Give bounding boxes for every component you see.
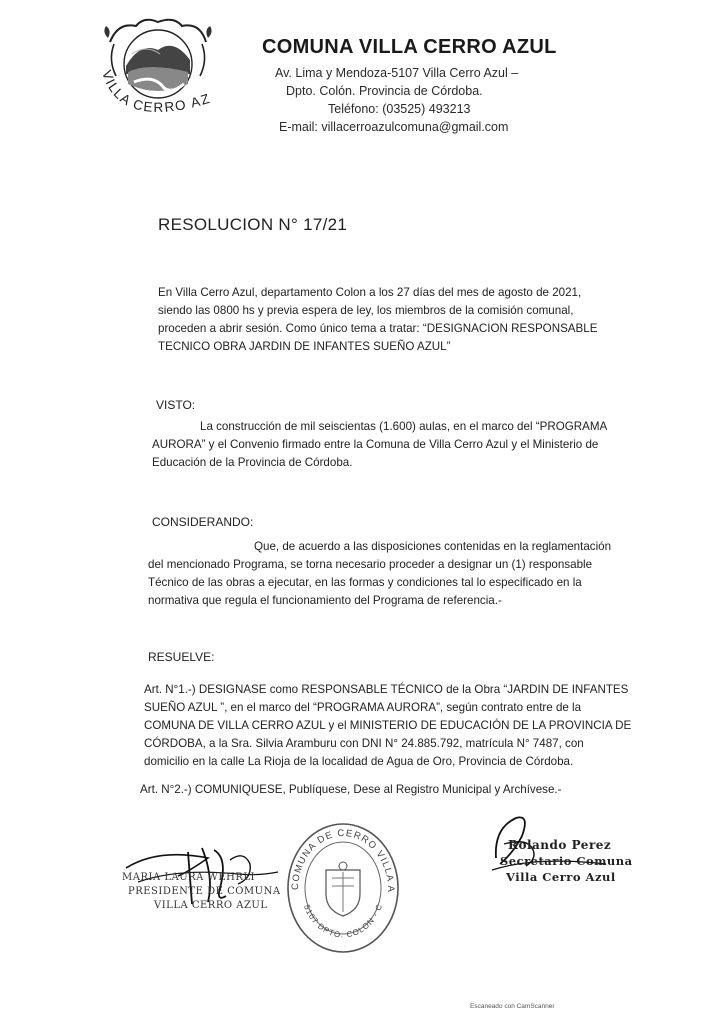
president-signature [118, 838, 288, 918]
official-stamp [284, 820, 402, 956]
resuelve-heading: RESUELVE: [148, 650, 215, 664]
comuna-logo [88, 14, 228, 140]
signer-location: Villa Cerro Azul [506, 870, 616, 884]
resolution-title: RESOLUCION N° 17/21 [158, 215, 348, 234]
phone-number: Teléfono: (03525) 493213 [328, 102, 471, 116]
considerando-line: del mencionado Programa, se torna necesario proceder a designar un (1) responsable [148, 558, 593, 571]
article-1-line: domicilio en la calle La Rioja de la localidad de Agua de Oro, Provincia de Córdoba. [144, 755, 574, 768]
article-1-line: SUEÑO AZUL ”, en el marco del “PROGRAMA AURORA”, según contrato entre de la [144, 701, 582, 714]
signer-role: PRESIDENTE DE COMUNA [128, 886, 281, 897]
secretary-signature [486, 808, 633, 888]
signer-role: Secretario Comuna [500, 854, 633, 868]
email-address: E-mail: villacerroazulcomuna@gmail.com [279, 120, 509, 134]
organization-name: COMUNA VILLA CERRO AZUL [262, 36, 557, 58]
scanner-watermark: Escaneado con CamScanner [470, 1003, 555, 1010]
intro-line: siendo las 0800 hs y previa espera de ley, los miembros de la comisión comunal, [158, 304, 574, 317]
considerando-line: Técnico de las obras a ejecutar, en las formas y condiciones tal lo especificado en la [148, 576, 582, 589]
signer-location: VILLA CERRO AZUL [154, 900, 268, 911]
considerando-heading: CONSIDERANDO: [152, 515, 254, 529]
signer-name: Rolando Perez [508, 838, 612, 852]
article-1-line: CÓRDOBA, a la Sra. Silvia Aramburu con DNI N° 24.885.792, matrícula N° 7487, con [144, 737, 584, 750]
intro-line: TECNICO OBRA JARDIN DE INFANTES SUEÑO AZUL” [158, 340, 451, 353]
intro-line: proceden a abrir sesión. Como único tema a tratar: “DESIGNACION RESPONSABLE [158, 322, 598, 335]
intro-line: En Villa Cerro Azul, departamento Colon a los 27 días del mes de agosto de 2021, [158, 286, 582, 299]
considerando-line: Que, de acuerdo a las disposiciones contenidas en la reglamentación [254, 540, 612, 553]
visto-heading: VISTO: [156, 398, 196, 412]
visto-line: La construcción de mil seiscientas (1.600) aulas, en el marco del “PROGRAMA [200, 420, 608, 433]
considerando-line: normativa que regula el funcionamiento del Programa de referencia.- [148, 594, 502, 607]
address-line-1: Av. Lima y Mendoza-5107 Villa Cerro Azul – [275, 66, 519, 80]
visto-line: Educación de la Provincia de Córdoba. [152, 456, 353, 469]
svg-text:COMUNA DE CERRO VILLA AZUL [284, 820, 396, 893]
stamp-top-text: COMUNA DE CERRO VILLA A [289, 827, 397, 894]
signer-name: MARIA LAURA WEHRLI [122, 872, 255, 883]
address-line-2: Dpto. Colón. Provincia de Córdoba. [286, 84, 483, 98]
stamp-bottom-text: 5107 DPTO. COLON - C [302, 902, 385, 940]
article-2: Art. N°2.-) COMUNIQUESE, Publíquese, Dese al Registro Municipal y Archívese.- [140, 783, 562, 796]
intro-paragraph [158, 284, 597, 356]
visto-line: AURORA” y el Convenio firmado entre la Comuna de Villa Cerro Azul y el Ministerio de [152, 438, 599, 451]
article-1 [144, 681, 631, 771]
article-1-line: COMUNA DE VILLA CERRO AZUL y el MINISTERIO DE EDUCACIÓN DE LA PROVINCIA DE [144, 719, 632, 732]
logo-arc-text: VILLA CERRO AZ [99, 68, 213, 116]
article-1-line: Art. N°1.-) DESIGNASE como RESPONSABLE TÉCNICO de la Obra “JARDIN DE INFANTES [144, 683, 629, 696]
